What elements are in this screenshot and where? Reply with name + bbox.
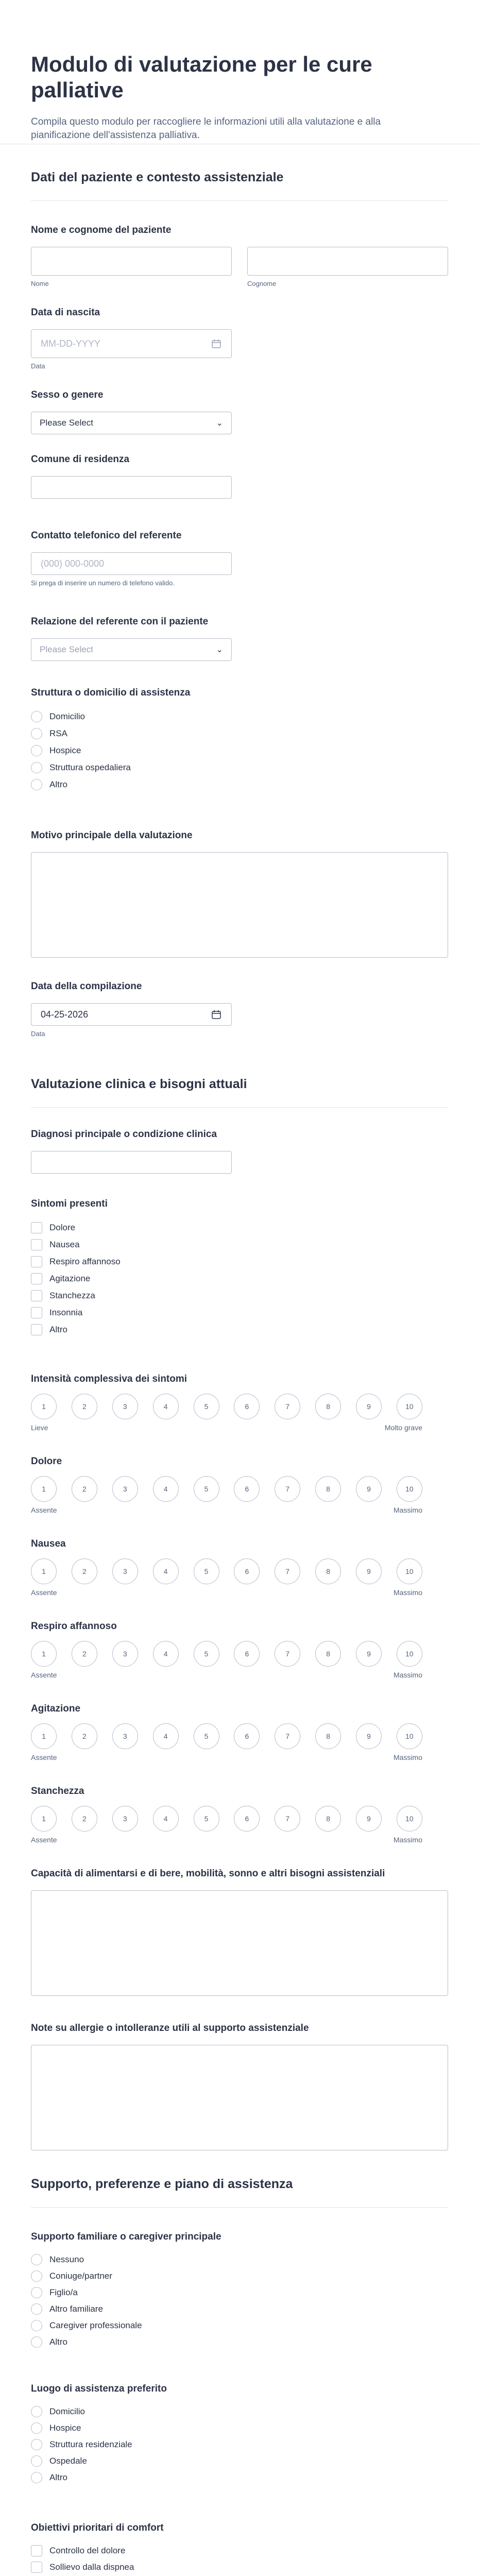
facility-option[interactable] xyxy=(31,777,448,792)
scale-button[interactable]: 2 xyxy=(72,1558,97,1584)
option-label: Caregiver professionale xyxy=(49,2320,142,2330)
scale-button[interactable]: 3 xyxy=(112,1641,138,1667)
scale-button[interactable]: 1 xyxy=(31,1558,57,1584)
relation-select[interactable] xyxy=(31,638,232,661)
scale-button[interactable]: 7 xyxy=(275,1641,300,1667)
residence-field xyxy=(31,453,448,499)
scale-button[interactable]: 1 xyxy=(31,1723,57,1749)
place-option[interactable] xyxy=(31,2404,448,2419)
scale-button[interactable]: 9 xyxy=(356,1723,382,1749)
scale-button[interactable]: 9 xyxy=(356,1641,382,1667)
scale-button[interactable]: 3 xyxy=(112,1806,138,1832)
option-label: Ospedale xyxy=(49,2456,87,2466)
abilities-label: Capacità di alimentarsi e di bere, mobilità, sonno e altri bisogni assistenziali xyxy=(31,1868,385,1879)
checkbox[interactable] xyxy=(31,1273,42,1284)
scale-button[interactable]: 6 xyxy=(234,1394,260,1419)
scale-intensity xyxy=(31,1373,448,1432)
symptom-option[interactable] xyxy=(31,1255,448,1269)
scale-button[interactable]: 2 xyxy=(72,1723,97,1749)
scale-button[interactable]: 5 xyxy=(194,1476,219,1502)
scale-button[interactable]: 8 xyxy=(315,1723,341,1749)
symptoms-field xyxy=(31,1198,448,1337)
scale-max-label: Massimo xyxy=(393,1671,422,1679)
scale-button[interactable]: 4 xyxy=(153,1723,179,1749)
scale-nausea xyxy=(31,1538,448,1597)
radio-circle[interactable] xyxy=(31,762,42,773)
scale-button[interactable]: 4 xyxy=(153,1558,179,1584)
caregiver-option[interactable] xyxy=(31,2318,448,2333)
scale-button[interactable]: 3 xyxy=(112,1558,138,1584)
scale-buttons xyxy=(31,1476,422,1502)
option-label: Hospice xyxy=(49,2423,81,2433)
place-field xyxy=(31,2383,448,2485)
form-subtitle: Compila questo modulo per raccogliere le informazioni utili alla valutazione e alla pianificazione dell'assistenza palliativa. xyxy=(31,116,381,141)
place-option[interactable] xyxy=(31,2437,448,2452)
facility-option[interactable] xyxy=(31,743,448,758)
radio-circle[interactable] xyxy=(31,2336,42,2348)
radio-circle[interactable] xyxy=(31,2439,42,2450)
abilities-textarea[interactable] xyxy=(31,1890,448,1996)
radio-circle[interactable] xyxy=(31,711,42,722)
scale-button[interactable]: 7 xyxy=(275,1476,300,1502)
symptom-option[interactable] xyxy=(31,1306,448,1320)
form-header xyxy=(0,0,479,144)
scale-button[interactable]: 5 xyxy=(194,1723,219,1749)
scale-max-label: Massimo xyxy=(393,1753,422,1761)
scale-fatigue xyxy=(31,1785,448,1844)
gender-select[interactable] xyxy=(31,412,232,434)
scale-buttons xyxy=(31,1723,422,1749)
option-label: Altro xyxy=(49,2472,67,2482)
option-label: Struttura residenziale xyxy=(49,2439,132,2449)
radio-circle[interactable] xyxy=(31,2287,42,2298)
scale-min-label: Assente xyxy=(31,1671,57,1679)
scale-min-label: Lieve xyxy=(31,1423,48,1432)
scale-breath xyxy=(31,1620,448,1679)
scale-button[interactable]: 10 xyxy=(397,1394,422,1419)
birth-date-field xyxy=(31,307,448,370)
place-option[interactable] xyxy=(31,2470,448,2485)
scale-button[interactable]: 3 xyxy=(112,1394,138,1419)
place-label: Luogo di assistenza preferito xyxy=(31,2383,167,2394)
scale-min-label: Assente xyxy=(31,1588,57,1597)
relation-select-value: Please Select xyxy=(40,645,93,654)
option-label: Figlio/a xyxy=(49,2287,78,2297)
scale-button[interactable]: 9 xyxy=(356,1806,382,1832)
scale-button[interactable]: 8 xyxy=(315,1806,341,1832)
scale-button[interactable]: 4 xyxy=(153,1394,179,1419)
facility-label: Struttura o domicilio di assistenza xyxy=(31,687,191,698)
scale-button[interactable]: 10 xyxy=(397,1806,422,1832)
diagnosis-input[interactable] xyxy=(31,1151,232,1174)
scale-button[interactable]: 5 xyxy=(194,1394,219,1419)
checkbox[interactable] xyxy=(31,1239,42,1250)
radio-circle[interactable] xyxy=(31,2320,42,2331)
radio-circle[interactable] xyxy=(31,779,42,790)
symptom-option[interactable] xyxy=(31,1221,448,1235)
checkbox[interactable] xyxy=(31,1324,42,1335)
option-label: Hospice xyxy=(49,745,81,755)
scale-button[interactable]: 2 xyxy=(72,1394,97,1419)
reason-field xyxy=(31,829,448,958)
option-label: Controllo del dolore xyxy=(49,2546,126,2555)
radio-circle[interactable] xyxy=(31,2455,42,2467)
radio-circle[interactable] xyxy=(31,2303,42,2315)
scale-min-label: Assente xyxy=(31,1506,57,1514)
scale-button[interactable]: 6 xyxy=(234,1641,260,1667)
option-label: RSA xyxy=(49,728,67,738)
radio-circle[interactable] xyxy=(31,728,42,739)
scale-button[interactable]: 10 xyxy=(397,1641,422,1667)
checkbox[interactable] xyxy=(31,1307,42,1318)
relation-label: Relazione del referente con il paziente xyxy=(31,616,209,627)
scale-max-label: Massimo xyxy=(393,1836,422,1844)
chevron-down-icon: ⌄ xyxy=(216,646,223,654)
option-label: Domicilio xyxy=(49,2406,85,2416)
scale-button[interactable]: 7 xyxy=(275,1723,300,1749)
option-label: Stanchezza xyxy=(49,1291,95,1300)
birth-date-label: Data di nascita xyxy=(31,307,100,318)
scale-button[interactable]: 8 xyxy=(315,1394,341,1419)
patient-name-label: Nome e cognome del paziente xyxy=(31,225,172,235)
scale-max-label: Massimo xyxy=(393,1588,422,1597)
checkbox[interactable] xyxy=(31,1290,42,1301)
scale-button[interactable]: 8 xyxy=(315,1641,341,1667)
reason-label: Motivo principale della valutazione xyxy=(31,830,193,841)
reason-textarea[interactable] xyxy=(31,852,448,958)
scale-button[interactable]: 10 xyxy=(397,1558,422,1584)
compile-date-input[interactable] xyxy=(31,1003,232,1026)
scale-button[interactable]: 9 xyxy=(356,1476,382,1502)
caregiver-option[interactable] xyxy=(31,2302,448,2316)
option-label: Coniuge/partner xyxy=(49,2271,112,2281)
scale-agitation xyxy=(31,1703,448,1761)
section-heading-support: Supporto, preferenze e piano di assistenza xyxy=(31,2177,448,2208)
phone-sublabel: Si prega di inserire un numero di telefono valido. xyxy=(31,579,175,587)
scale-label: Respiro affannoso xyxy=(31,1621,117,1632)
scale-max-label: Molto grave xyxy=(384,1423,422,1432)
scale-button[interactable]: 8 xyxy=(315,1476,341,1502)
scale-buttons xyxy=(31,1558,422,1584)
scale-button[interactable]: 7 xyxy=(275,1806,300,1832)
gender-label: Sesso o genere xyxy=(31,389,104,400)
scale-button[interactable]: 9 xyxy=(356,1394,382,1419)
scale-button[interactable]: 1 xyxy=(31,1476,57,1502)
last-name-sublabel: Cognome xyxy=(247,280,277,287)
option-label: Respiro affannoso xyxy=(49,1257,121,1266)
caregiver-option[interactable] xyxy=(31,2252,448,2267)
option-label: Altro xyxy=(49,1325,67,1334)
first-name-input[interactable] xyxy=(31,247,232,276)
scale-pain xyxy=(31,1455,448,1514)
option-label: Sollievo dalla dispnea xyxy=(49,2562,134,2572)
scale-button[interactable]: 1 xyxy=(31,1806,57,1832)
scale-button[interactable]: 6 xyxy=(234,1558,260,1584)
symptom-option[interactable] xyxy=(31,1289,448,1303)
scale-button[interactable]: 5 xyxy=(194,1806,219,1832)
place-option[interactable] xyxy=(31,2454,448,2468)
compile-date-sublabel: Data xyxy=(31,1030,45,1038)
scale-button[interactable]: 7 xyxy=(275,1558,300,1584)
form-title: Modulo di valutazione per le cure palliative xyxy=(31,52,372,102)
facility-option[interactable] xyxy=(31,760,448,775)
scale-min-label: Assente xyxy=(31,1753,57,1761)
scale-button[interactable]: 9 xyxy=(356,1558,382,1584)
phone-label: Contatto telefonico del referente xyxy=(31,530,182,541)
scale-min-label: Assente xyxy=(31,1836,57,1844)
comfort-option[interactable] xyxy=(31,2544,448,2558)
scale-button[interactable]: 7 xyxy=(275,1394,300,1419)
allergies-field xyxy=(31,2022,448,2150)
birth-date-sublabel: Data xyxy=(31,362,45,370)
symptom-option[interactable] xyxy=(31,1272,448,1286)
scale-button[interactable]: 1 xyxy=(31,1394,57,1419)
caregiver-option[interactable] xyxy=(31,2285,448,2300)
scale-button[interactable]: 3 xyxy=(112,1476,138,1502)
phone-input[interactable] xyxy=(31,552,232,575)
compile-date-value: 04-25-2026 xyxy=(41,1009,89,1020)
chevron-down-icon: ⌄ xyxy=(216,419,223,428)
diagnosis-label: Diagnosi principale o condizione clinica xyxy=(31,1129,217,1140)
section-heading-patient: Dati del paziente e contesto assistenziale xyxy=(31,170,448,201)
scale-label: Dolore xyxy=(31,1456,62,1467)
option-label: Altro xyxy=(49,2337,67,2347)
option-label: Altro xyxy=(49,779,67,789)
radio-circle[interactable] xyxy=(31,2254,42,2265)
radio-circle[interactable] xyxy=(31,2422,42,2434)
residence-label: Comune di residenza xyxy=(31,454,130,465)
birth-date-placeholder: MM-DD-YYYY xyxy=(41,338,100,349)
radio-circle[interactable] xyxy=(31,2472,42,2483)
caregiver-option[interactable] xyxy=(31,2335,448,2349)
residence-input[interactable] xyxy=(31,476,232,499)
scale-button[interactable]: 3 xyxy=(112,1723,138,1749)
radio-circle[interactable] xyxy=(31,2270,42,2282)
patient-name-field xyxy=(31,224,448,288)
option-label: Nausea xyxy=(49,1240,80,1249)
comfort-option[interactable] xyxy=(31,2560,448,2574)
place-option[interactable] xyxy=(31,2421,448,2435)
scale-max-label: Massimo xyxy=(393,1506,422,1514)
scale-button[interactable]: 1 xyxy=(31,1641,57,1667)
checkbox[interactable] xyxy=(31,1256,42,1267)
phone-field xyxy=(31,530,448,587)
symptom-option[interactable] xyxy=(31,1238,448,1252)
compile-date-field xyxy=(31,980,448,1038)
symptoms-label: Sintomi presenti xyxy=(31,1198,108,1209)
scale-button[interactable]: 6 xyxy=(234,1806,260,1832)
caregiver-field xyxy=(31,2231,448,2349)
checkbox[interactable] xyxy=(31,2545,42,2556)
scale-button[interactable]: 6 xyxy=(234,1476,260,1502)
scale-button[interactable]: 2 xyxy=(72,1806,97,1832)
relation-field xyxy=(31,616,448,661)
compile-date-label: Data della compilazione xyxy=(31,981,142,992)
gender-field xyxy=(31,389,448,434)
scale-button[interactable]: 5 xyxy=(194,1558,219,1584)
option-label: Agitazione xyxy=(49,1274,91,1283)
diagnosis-field xyxy=(31,1128,448,1174)
last-name-input[interactable] xyxy=(247,247,448,276)
caregiver-label: Supporto familiare o caregiver principale xyxy=(31,2231,221,2242)
scale-button[interactable]: 8 xyxy=(315,1558,341,1584)
scale-button[interactable]: 2 xyxy=(72,1641,97,1667)
calendar-icon[interactable] xyxy=(211,338,222,349)
option-label: Insonnia xyxy=(49,1308,83,1317)
scale-button[interactable]: 10 xyxy=(397,1723,422,1749)
scale-label: Intensità complessiva dei sintomi xyxy=(31,1374,187,1384)
checkbox[interactable] xyxy=(31,1222,42,1233)
section-heading-clinical: Valutazione clinica e bisogni attuali xyxy=(31,1077,448,1108)
scale-label: Agitazione xyxy=(31,1703,81,1714)
checkbox[interactable] xyxy=(31,2562,42,2573)
scale-button[interactable]: 4 xyxy=(153,1476,179,1502)
comfort-label: Obiettivi prioritari di comfort xyxy=(31,2522,164,2533)
scale-label: Nausea xyxy=(31,1538,66,1549)
comfort-field xyxy=(31,2522,448,2576)
allergies-textarea[interactable] xyxy=(31,2045,448,2150)
facility-option[interactable] xyxy=(31,726,448,741)
scale-buttons xyxy=(31,1641,422,1667)
facility-field xyxy=(31,687,448,792)
scale-label: Stanchezza xyxy=(31,1786,84,1797)
gender-select-value: Please Select xyxy=(40,418,93,428)
birth-date-input[interactable] xyxy=(31,329,232,358)
scale-buttons xyxy=(31,1394,422,1419)
phone-placeholder: (000) 000-0000 xyxy=(41,558,105,569)
scale-buttons xyxy=(31,1806,422,1832)
allergies-label: Note su allergie o intolleranze utili al supporto assistenziale xyxy=(31,2023,309,2033)
radio-circle[interactable] xyxy=(31,745,42,756)
scale-button[interactable]: 6 xyxy=(234,1723,260,1749)
calendar-icon[interactable] xyxy=(211,1009,222,1020)
option-label: Domicilio xyxy=(49,711,85,721)
scale-button[interactable]: 5 xyxy=(194,1641,219,1667)
facility-option[interactable] xyxy=(31,709,448,724)
first-name-sublabel: Nome xyxy=(31,280,49,287)
scale-button[interactable]: 4 xyxy=(153,1806,179,1832)
scale-button[interactable]: 4 xyxy=(153,1641,179,1667)
option-label: Struttura ospedaliera xyxy=(49,762,131,772)
caregiver-option[interactable] xyxy=(31,2269,448,2283)
scale-button[interactable]: 2 xyxy=(72,1476,97,1502)
option-label: Dolore xyxy=(49,1223,76,1232)
option-label: Nessuno xyxy=(49,2255,84,2264)
radio-circle[interactable] xyxy=(31,2406,42,2417)
scale-button[interactable]: 10 xyxy=(397,1476,422,1502)
symptom-option[interactable] xyxy=(31,1323,448,1337)
abilities-field xyxy=(31,1868,448,1996)
option-label: Altro familiare xyxy=(49,2304,103,2314)
